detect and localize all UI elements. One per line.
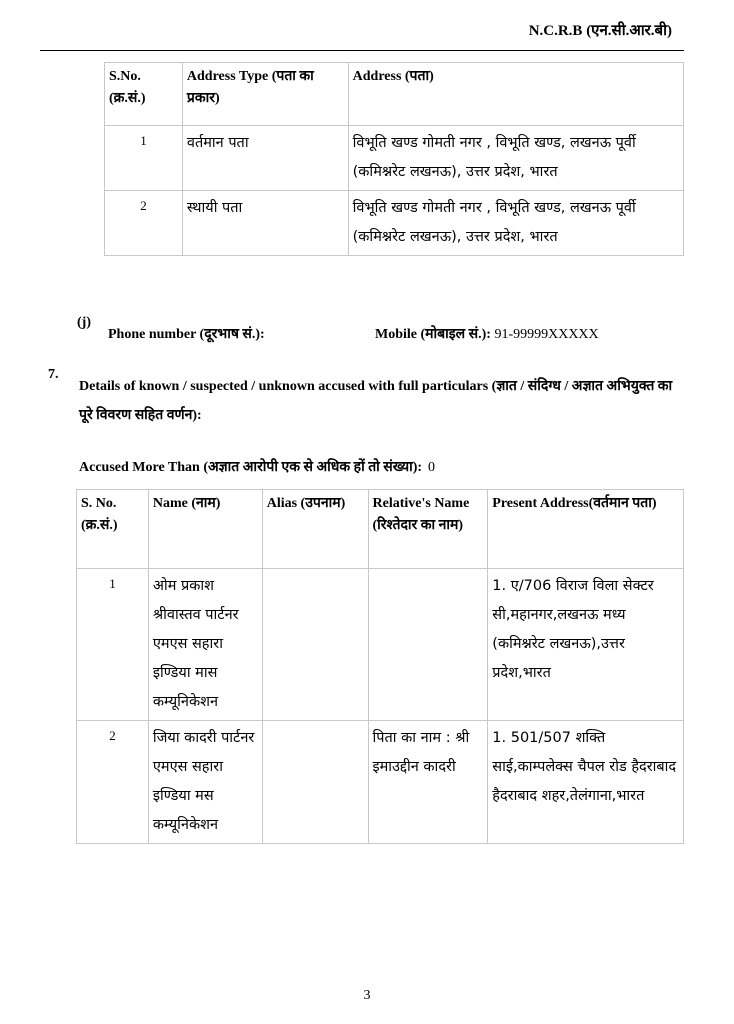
table-row xyxy=(77,569,684,721)
col-sno: S.No. (क्र.सं.) xyxy=(105,63,183,126)
col-relative-name: Relative's Name (रिश्तेदार का नाम) xyxy=(368,490,488,569)
header-divider xyxy=(40,50,684,51)
row-sno: 2 xyxy=(105,191,183,256)
mobile-field xyxy=(375,324,599,343)
section-number: 7. xyxy=(48,367,59,382)
accused-table-header xyxy=(77,490,684,569)
accused-table xyxy=(76,489,684,844)
col-address: Address (पता) xyxy=(348,63,683,126)
row-relative: पिता का नाम : श्री इमाउद्दीन कादरी xyxy=(368,721,488,844)
row-address: विभूति खण्ड गोमती नगर , विभूति खण्ड, लखनऊ पूर्वी (कमिश्नरेट लखनऊ), उत्तर प्रदेश, भारत xyxy=(348,126,683,191)
address-table-header xyxy=(105,63,684,126)
phone-label: Phone number (दूरभाष सं.): xyxy=(108,327,265,342)
table-row xyxy=(105,191,684,256)
col-address-type: Address Type (पता का प्रकार) xyxy=(182,63,348,126)
mobile-value: 91-99999XXXXX xyxy=(494,327,599,342)
mobile-label: Mobile (मोबाइल सं.): xyxy=(375,327,491,342)
item-marker-j: (j) xyxy=(77,315,91,330)
section-title: Details of known / suspected / unknown accused with full particulars (ज्ञात / संदिग्ध / अज्ञात अभियुक्त का पूरे विवरण सहित वर्णन): xyxy=(79,379,673,423)
accused-more-label: Accused More Than (अज्ञात आरोपी एक से अधिक हों तो संख्या): xyxy=(79,460,423,475)
row-name: जिया कादरी पार्टनर एमएस सहारा इण्डिया मस कम्यूनिकेशन xyxy=(148,721,262,844)
row-name: ओम प्रकाश श्रीवास्तव पार्टनर एमएस सहारा इण्डिया मास कम्यूनिकेशन xyxy=(148,569,262,721)
accused-more-than xyxy=(79,457,435,476)
col-name: Name (नाम) xyxy=(148,490,262,569)
address-table xyxy=(104,62,684,256)
row-sno: 1 xyxy=(77,569,149,721)
row-address-type: स्थायी पता xyxy=(182,191,348,256)
col-alias: Alias (उपनाम) xyxy=(262,490,368,569)
col-present-address: Present Address(वर्तमान पता) xyxy=(488,490,684,569)
row-sno: 2 xyxy=(77,721,149,844)
accused-more-value: 0 xyxy=(428,460,436,475)
row-address-type: वर्तमान पता xyxy=(182,126,348,191)
page-number: 3 xyxy=(363,988,371,1003)
table-row xyxy=(77,721,684,844)
row-relative xyxy=(368,569,488,721)
row-alias xyxy=(262,569,368,721)
table-row xyxy=(105,126,684,191)
row-address: विभूति खण्ड गोमती नगर , विभूति खण्ड, लखनऊ पूर्वी (कमिश्नरेट लखनऊ), उत्तर प्रदेश, भारत xyxy=(348,191,683,256)
row-address: 1. 501/507 शक्ति साई,काम्पलेक्स चैपल रोड हैदराबाद हैदराबाद शहर,तेलंगाना,भारत xyxy=(488,721,684,844)
row-address: 1. ए/706 विराज विला सेक्टर सी,महानगर,लखनऊ मध्य (कमिश्नरेट लखनऊ),उत्तर प्रदेश,भारत xyxy=(488,569,684,721)
row-sno: 1 xyxy=(105,126,183,191)
col-sno: S. No. (क्र.सं.) xyxy=(77,490,149,569)
row-alias xyxy=(262,721,368,844)
document-header: N.C.R.B (एन.सी.आर.बी) xyxy=(528,23,672,39)
